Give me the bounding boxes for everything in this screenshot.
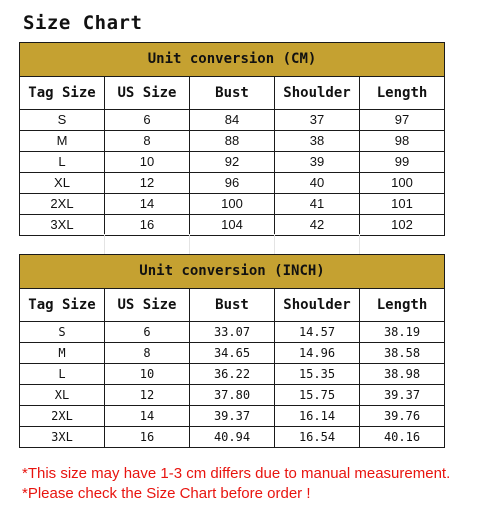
table-row (20, 215, 445, 236)
unit-header-row (20, 255, 445, 289)
tag-size-cell: M (20, 343, 105, 364)
us-size-cell: 16 (105, 215, 190, 236)
column-header-shoulder: Shoulder (275, 77, 360, 110)
bust-cell: 84 (190, 110, 275, 131)
shoulder-cell: 15.75 (275, 385, 360, 406)
us-size-cell: 6 (105, 322, 190, 343)
bust-cell: 96 (190, 173, 275, 194)
bust-cell: 88 (190, 131, 275, 152)
us-size-cell: 6 (105, 110, 190, 131)
shoulder-cell: 37 (275, 110, 360, 131)
us-size-cell: 12 (105, 385, 190, 406)
tag-size-cell: S (20, 322, 105, 343)
column-header-length: Length (360, 289, 445, 322)
tag-size-cell: 3XL (20, 215, 105, 236)
tag-size-cell: S (20, 110, 105, 131)
shoulder-cell: 15.35 (275, 364, 360, 385)
table-row (20, 364, 445, 385)
gap-line (104, 234, 105, 254)
tag-size-cell: 2XL (20, 406, 105, 427)
us-size-cell: 8 (105, 343, 190, 364)
bust-cell: 36.22 (190, 364, 275, 385)
shoulder-cell: 39 (275, 152, 360, 173)
length-cell: 102 (360, 215, 445, 236)
table-row (20, 110, 445, 131)
us-size-cell: 8 (105, 131, 190, 152)
table-row (20, 406, 445, 427)
table-row (20, 194, 445, 215)
column-header-us-size: US Size (105, 77, 190, 110)
gap-line (189, 234, 190, 254)
column-header-tag-size: Tag Size (20, 289, 105, 322)
tag-size-cell: M (20, 131, 105, 152)
column-header-row (20, 77, 445, 110)
size-table-cm (19, 42, 445, 236)
column-header-row (20, 289, 445, 322)
bust-cell: 104 (190, 215, 275, 236)
bust-cell: 40.94 (190, 427, 275, 448)
bust-cell: 34.65 (190, 343, 275, 364)
gap-line (274, 234, 275, 254)
length-cell: 38.19 (360, 322, 445, 343)
us-size-cell: 16 (105, 427, 190, 448)
shoulder-cell: 16.14 (275, 406, 360, 427)
tag-size-cell: 2XL (20, 194, 105, 215)
bust-cell: 37.80 (190, 385, 275, 406)
shoulder-cell: 38 (275, 131, 360, 152)
tag-size-cell: 3XL (20, 427, 105, 448)
shoulder-cell: 42 (275, 215, 360, 236)
length-cell: 101 (360, 194, 445, 215)
shoulder-cell: 41 (275, 194, 360, 215)
length-cell: 98 (360, 131, 445, 152)
column-header-length: Length (360, 77, 445, 110)
bust-cell: 39.37 (190, 406, 275, 427)
page-title: Size Chart (23, 12, 143, 34)
tag-size-cell: XL (20, 385, 105, 406)
shoulder-cell: 16.54 (275, 427, 360, 448)
column-header-bust: Bust (190, 289, 275, 322)
table-row (20, 385, 445, 406)
table-row (20, 427, 445, 448)
column-header-tag-size: Tag Size (20, 77, 105, 110)
shoulder-cell: 40 (275, 173, 360, 194)
length-cell: 99 (360, 152, 445, 173)
length-cell: 40.16 (360, 427, 445, 448)
table-row (20, 131, 445, 152)
gap-line (359, 234, 360, 254)
measurement-note: *This size may have 1-3 cm differs due to manual measurement. (22, 465, 451, 482)
bust-cell: 100 (190, 194, 275, 215)
column-header-bust: Bust (190, 77, 275, 110)
column-header-us-size: US Size (105, 289, 190, 322)
table-gap-lines (19, 234, 444, 254)
length-cell: 38.98 (360, 364, 445, 385)
table-row (20, 322, 445, 343)
unit-label-cm: Unit conversion (CM) (20, 43, 445, 77)
length-cell: 100 (360, 173, 445, 194)
us-size-cell: 10 (105, 152, 190, 173)
shoulder-cell: 14.57 (275, 322, 360, 343)
tag-size-cell: L (20, 152, 105, 173)
unit-header-row (20, 43, 445, 77)
tag-size-cell: XL (20, 173, 105, 194)
shoulder-cell: 14.96 (275, 343, 360, 364)
table-row (20, 343, 445, 364)
us-size-cell: 10 (105, 364, 190, 385)
us-size-cell: 14 (105, 194, 190, 215)
tag-size-cell: L (20, 364, 105, 385)
column-header-shoulder: Shoulder (275, 289, 360, 322)
unit-label-inch: Unit conversion (INCH) (20, 255, 445, 289)
bust-cell: 33.07 (190, 322, 275, 343)
length-cell: 97 (360, 110, 445, 131)
length-cell: 39.76 (360, 406, 445, 427)
bust-cell: 92 (190, 152, 275, 173)
us-size-cell: 14 (105, 406, 190, 427)
us-size-cell: 12 (105, 173, 190, 194)
check-chart-note: *Please check the Size Chart before order ! (22, 485, 311, 502)
length-cell: 38.58 (360, 343, 445, 364)
size-table-inch (19, 254, 445, 448)
table-row (20, 152, 445, 173)
table-row (20, 173, 445, 194)
length-cell: 39.37 (360, 385, 445, 406)
